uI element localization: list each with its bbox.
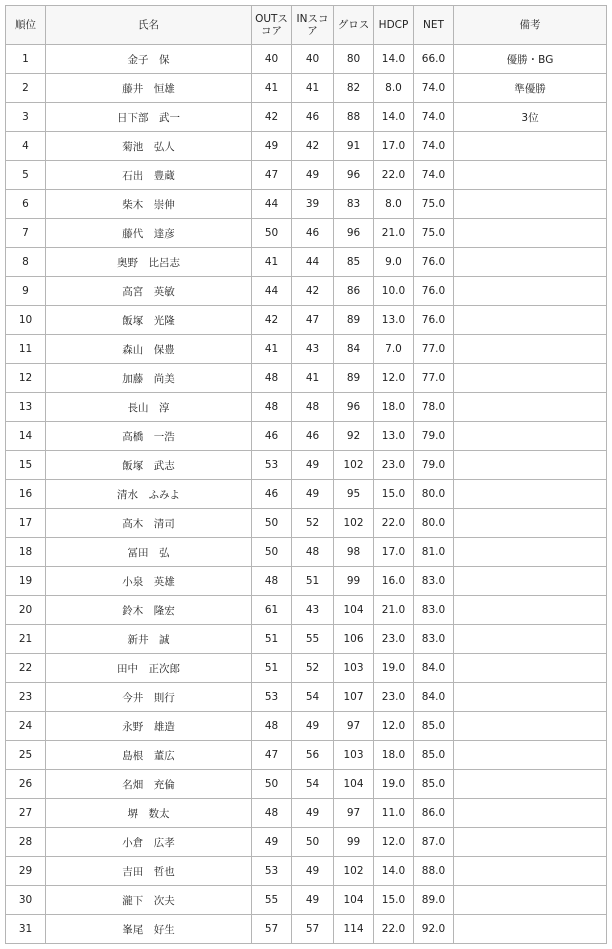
name-cell: 石出 豊蔵 [46, 161, 252, 190]
gross-cell: 99 [334, 828, 374, 857]
rank-cell: 26 [6, 770, 46, 799]
out-score-cell: 48 [252, 712, 292, 741]
name-cell: 小倉 広孝 [46, 828, 252, 857]
remarks-cell [454, 306, 607, 335]
net-cell: 84.0 [414, 654, 454, 683]
in-score-cell: 42 [292, 277, 334, 306]
name-cell: 高橋 一浩 [46, 422, 252, 451]
net-cell: 79.0 [414, 451, 454, 480]
remarks-cell [454, 190, 607, 219]
gross-cell: 96 [334, 161, 374, 190]
hdcp-cell: 11.0 [374, 799, 414, 828]
name-cell: 清水 ふみよ [46, 480, 252, 509]
in-score-cell: 48 [292, 393, 334, 422]
table-body [6, 45, 607, 944]
name-cell: 永野 雄造 [46, 712, 252, 741]
name-cell: 新井 誠 [46, 625, 252, 654]
name-cell: 森山 保豊 [46, 335, 252, 364]
name-cell: 堺 数太 [46, 799, 252, 828]
net-cell: 85.0 [414, 770, 454, 799]
header-row [6, 6, 607, 45]
remarks-cell [454, 509, 607, 538]
in-score-cell: 49 [292, 480, 334, 509]
gross-cell: 96 [334, 219, 374, 248]
rank-cell: 6 [6, 190, 46, 219]
in-score-cell: 48 [292, 538, 334, 567]
hdcp-cell: 21.0 [374, 219, 414, 248]
hdcp-cell: 23.0 [374, 451, 414, 480]
in-score-cell: 52 [292, 509, 334, 538]
out-score-cell: 49 [252, 828, 292, 857]
net-cell: 78.0 [414, 393, 454, 422]
hdcp-cell: 23.0 [374, 625, 414, 654]
remarks-cell [454, 625, 607, 654]
remarks-cell [454, 161, 607, 190]
table-row [6, 741, 607, 770]
rank-cell: 1 [6, 45, 46, 74]
in-score-cell: 55 [292, 625, 334, 654]
hdcp-cell: 14.0 [374, 857, 414, 886]
rank-cell: 18 [6, 538, 46, 567]
name-cell: 菊池 弘人 [46, 132, 252, 161]
out-score-cell: 40 [252, 45, 292, 74]
table-row [6, 857, 607, 886]
gross-cell: 88 [334, 103, 374, 132]
in-score-cell: 43 [292, 596, 334, 625]
net-cell: 85.0 [414, 741, 454, 770]
table-row [6, 828, 607, 857]
table-row [6, 45, 607, 74]
gross-cell: 97 [334, 799, 374, 828]
rank-cell: 27 [6, 799, 46, 828]
net-cell: 83.0 [414, 567, 454, 596]
in-score-cell: 49 [292, 886, 334, 915]
name-cell: 金子 保 [46, 45, 252, 74]
net-cell: 79.0 [414, 422, 454, 451]
name-cell: 田中 正次郎 [46, 654, 252, 683]
hdcp-cell: 12.0 [374, 364, 414, 393]
in-score-cell: 41 [292, 74, 334, 103]
net-cell: 81.0 [414, 538, 454, 567]
name-cell: 柴木 崇伸 [46, 190, 252, 219]
remarks-cell [454, 741, 607, 770]
net-cell: 75.0 [414, 219, 454, 248]
rank-cell: 19 [6, 567, 46, 596]
rank-cell: 2 [6, 74, 46, 103]
table-row [6, 335, 607, 364]
out-score-cell: 42 [252, 103, 292, 132]
net-cell: 74.0 [414, 161, 454, 190]
hdcp-cell: 17.0 [374, 538, 414, 567]
out-score-cell: 48 [252, 567, 292, 596]
table-row [6, 770, 607, 799]
net-cell: 76.0 [414, 306, 454, 335]
in-score-cell: 44 [292, 248, 334, 277]
net-cell: 85.0 [414, 712, 454, 741]
gross-cell: 86 [334, 277, 374, 306]
out-score-cell: 48 [252, 364, 292, 393]
in-score-cell: 41 [292, 364, 334, 393]
remarks-cell [454, 596, 607, 625]
remarks-cell: 準優勝 [454, 74, 607, 103]
name-cell: 鈴木 隆宏 [46, 596, 252, 625]
gross-cell: 92 [334, 422, 374, 451]
rank-cell: 12 [6, 364, 46, 393]
gross-cell: 103 [334, 654, 374, 683]
hdcp-cell: 14.0 [374, 103, 414, 132]
name-cell: 名畑 充倫 [46, 770, 252, 799]
remarks-cell [454, 422, 607, 451]
rank-cell: 3 [6, 103, 46, 132]
net-cell: 77.0 [414, 364, 454, 393]
in-score-cell: 57 [292, 915, 334, 944]
gross-cell: 96 [334, 393, 374, 422]
out-score-cell: 51 [252, 654, 292, 683]
rank-cell: 9 [6, 277, 46, 306]
in-score-cell: 43 [292, 335, 334, 364]
header-gross: グロス [334, 6, 374, 45]
name-cell: 日下部 武一 [46, 103, 252, 132]
remarks-cell [454, 567, 607, 596]
name-cell: 藤井 恒雄 [46, 74, 252, 103]
gross-cell: 102 [334, 451, 374, 480]
name-cell: 藤代 達彦 [46, 219, 252, 248]
hdcp-cell: 9.0 [374, 248, 414, 277]
remarks-cell [454, 799, 607, 828]
in-score-cell: 47 [292, 306, 334, 335]
in-score-cell: 49 [292, 161, 334, 190]
gross-cell: 89 [334, 364, 374, 393]
hdcp-cell: 8.0 [374, 190, 414, 219]
out-score-cell: 41 [252, 335, 292, 364]
rank-cell: 7 [6, 219, 46, 248]
hdcp-cell: 21.0 [374, 596, 414, 625]
net-cell: 76.0 [414, 277, 454, 306]
gross-cell: 95 [334, 480, 374, 509]
out-score-cell: 48 [252, 393, 292, 422]
hdcp-cell: 18.0 [374, 393, 414, 422]
gross-cell: 106 [334, 625, 374, 654]
name-cell: 瀧下 次夫 [46, 886, 252, 915]
in-score-cell: 49 [292, 799, 334, 828]
table-row [6, 799, 607, 828]
rank-cell: 11 [6, 335, 46, 364]
table-row [6, 538, 607, 567]
remarks-cell [454, 538, 607, 567]
in-score-cell: 52 [292, 654, 334, 683]
name-cell: 吉田 哲也 [46, 857, 252, 886]
out-score-cell: 46 [252, 480, 292, 509]
rank-cell: 31 [6, 915, 46, 944]
name-cell: 冨田 弘 [46, 538, 252, 567]
in-score-cell: 46 [292, 422, 334, 451]
remarks-cell [454, 712, 607, 741]
hdcp-cell: 22.0 [374, 509, 414, 538]
name-cell: 高宮 英敏 [46, 277, 252, 306]
table-row [6, 451, 607, 480]
remarks-cell [454, 335, 607, 364]
table-row [6, 596, 607, 625]
rank-cell: 4 [6, 132, 46, 161]
gross-cell: 97 [334, 712, 374, 741]
out-score-cell: 42 [252, 306, 292, 335]
gross-cell: 104 [334, 770, 374, 799]
out-score-cell: 48 [252, 799, 292, 828]
out-score-cell: 50 [252, 538, 292, 567]
header-net: NET [414, 6, 454, 45]
net-cell: 87.0 [414, 828, 454, 857]
table-row [6, 567, 607, 596]
rank-cell: 15 [6, 451, 46, 480]
table-row [6, 712, 607, 741]
gross-cell: 89 [334, 306, 374, 335]
rank-cell: 16 [6, 480, 46, 509]
table-row [6, 219, 607, 248]
table-row [6, 190, 607, 219]
rank-cell: 20 [6, 596, 46, 625]
table-row [6, 886, 607, 915]
gross-cell: 98 [334, 538, 374, 567]
rank-cell: 23 [6, 683, 46, 712]
hdcp-cell: 10.0 [374, 277, 414, 306]
table-row [6, 277, 607, 306]
net-cell: 88.0 [414, 857, 454, 886]
out-score-cell: 53 [252, 857, 292, 886]
gross-cell: 82 [334, 74, 374, 103]
out-score-cell: 51 [252, 625, 292, 654]
remarks-cell [454, 828, 607, 857]
remarks-cell [454, 915, 607, 944]
table-row [6, 132, 607, 161]
hdcp-cell: 7.0 [374, 335, 414, 364]
hdcp-cell: 18.0 [374, 741, 414, 770]
out-score-cell: 53 [252, 683, 292, 712]
rank-cell: 29 [6, 857, 46, 886]
gross-cell: 102 [334, 857, 374, 886]
remarks-cell [454, 248, 607, 277]
net-cell: 83.0 [414, 625, 454, 654]
remarks-cell [454, 277, 607, 306]
net-cell: 92.0 [414, 915, 454, 944]
header-rank: 順位 [6, 6, 46, 45]
rank-cell: 8 [6, 248, 46, 277]
net-cell: 89.0 [414, 886, 454, 915]
out-score-cell: 53 [252, 451, 292, 480]
hdcp-cell: 13.0 [374, 422, 414, 451]
header-remarks: 備考 [454, 6, 607, 45]
remarks-cell [454, 654, 607, 683]
in-score-cell: 54 [292, 770, 334, 799]
rank-cell: 25 [6, 741, 46, 770]
net-cell: 83.0 [414, 596, 454, 625]
out-score-cell: 49 [252, 132, 292, 161]
net-cell: 86.0 [414, 799, 454, 828]
net-cell: 74.0 [414, 132, 454, 161]
table-row [6, 422, 607, 451]
header-out-score: OUTスコア [252, 6, 292, 45]
out-score-cell: 61 [252, 596, 292, 625]
out-score-cell: 50 [252, 770, 292, 799]
rank-cell: 22 [6, 654, 46, 683]
in-score-cell: 46 [292, 103, 334, 132]
header-in-score: INスコア [292, 6, 334, 45]
out-score-cell: 46 [252, 422, 292, 451]
rank-cell: 17 [6, 509, 46, 538]
table-row [6, 248, 607, 277]
remarks-cell [454, 393, 607, 422]
net-cell: 75.0 [414, 190, 454, 219]
gross-cell: 91 [334, 132, 374, 161]
results-table [5, 5, 607, 944]
net-cell: 80.0 [414, 509, 454, 538]
remarks-cell [454, 480, 607, 509]
table-row [6, 625, 607, 654]
rank-cell: 10 [6, 306, 46, 335]
rank-cell: 14 [6, 422, 46, 451]
name-cell: 高木 清司 [46, 509, 252, 538]
name-cell: 長山 淳 [46, 393, 252, 422]
table-row [6, 306, 607, 335]
table-row [6, 654, 607, 683]
table-row [6, 509, 607, 538]
table-row [6, 103, 607, 132]
in-score-cell: 51 [292, 567, 334, 596]
gross-cell: 107 [334, 683, 374, 712]
table-row [6, 480, 607, 509]
hdcp-cell: 15.0 [374, 480, 414, 509]
name-cell: 島根 董広 [46, 741, 252, 770]
table-row [6, 915, 607, 944]
remarks-cell [454, 451, 607, 480]
name-cell: 小泉 英雄 [46, 567, 252, 596]
in-score-cell: 56 [292, 741, 334, 770]
remarks-cell [454, 132, 607, 161]
remarks-cell [454, 219, 607, 248]
net-cell: 84.0 [414, 683, 454, 712]
rank-cell: 5 [6, 161, 46, 190]
gross-cell: 104 [334, 596, 374, 625]
out-score-cell: 55 [252, 886, 292, 915]
remarks-cell: 3位 [454, 103, 607, 132]
in-score-cell: 54 [292, 683, 334, 712]
net-cell: 74.0 [414, 74, 454, 103]
rank-cell: 24 [6, 712, 46, 741]
remarks-cell [454, 857, 607, 886]
gross-cell: 84 [334, 335, 374, 364]
rank-cell: 21 [6, 625, 46, 654]
hdcp-cell: 23.0 [374, 683, 414, 712]
gross-cell: 83 [334, 190, 374, 219]
hdcp-cell: 15.0 [374, 886, 414, 915]
net-cell: 80.0 [414, 480, 454, 509]
name-cell: 峯尾 好生 [46, 915, 252, 944]
gross-cell: 114 [334, 915, 374, 944]
gross-cell: 103 [334, 741, 374, 770]
name-cell: 飯塚 光隆 [46, 306, 252, 335]
remarks-cell [454, 364, 607, 393]
hdcp-cell: 17.0 [374, 132, 414, 161]
name-cell: 飯塚 武志 [46, 451, 252, 480]
gross-cell: 104 [334, 886, 374, 915]
out-score-cell: 47 [252, 161, 292, 190]
in-score-cell: 50 [292, 828, 334, 857]
table-row [6, 161, 607, 190]
gross-cell: 85 [334, 248, 374, 277]
hdcp-cell: 12.0 [374, 712, 414, 741]
in-score-cell: 46 [292, 219, 334, 248]
net-cell: 74.0 [414, 103, 454, 132]
hdcp-cell: 8.0 [374, 74, 414, 103]
hdcp-cell: 22.0 [374, 915, 414, 944]
name-cell: 今井 則行 [46, 683, 252, 712]
in-score-cell: 49 [292, 451, 334, 480]
header-name: 氏名 [46, 6, 252, 45]
net-cell: 76.0 [414, 248, 454, 277]
in-score-cell: 42 [292, 132, 334, 161]
net-cell: 66.0 [414, 45, 454, 74]
remarks-cell: 優勝・BG [454, 45, 607, 74]
header-hdcp: HDCP [374, 6, 414, 45]
table-row [6, 364, 607, 393]
hdcp-cell: 22.0 [374, 161, 414, 190]
gross-cell: 99 [334, 567, 374, 596]
name-cell: 加藤 尚美 [46, 364, 252, 393]
net-cell: 77.0 [414, 335, 454, 364]
hdcp-cell: 13.0 [374, 306, 414, 335]
in-score-cell: 49 [292, 857, 334, 886]
gross-cell: 102 [334, 509, 374, 538]
hdcp-cell: 19.0 [374, 770, 414, 799]
hdcp-cell: 16.0 [374, 567, 414, 596]
rank-cell: 28 [6, 828, 46, 857]
remarks-cell [454, 886, 607, 915]
out-score-cell: 47 [252, 741, 292, 770]
remarks-cell [454, 683, 607, 712]
in-score-cell: 49 [292, 712, 334, 741]
out-score-cell: 41 [252, 248, 292, 277]
hdcp-cell: 14.0 [374, 45, 414, 74]
gross-cell: 80 [334, 45, 374, 74]
remarks-cell [454, 770, 607, 799]
table-row [6, 74, 607, 103]
out-score-cell: 50 [252, 219, 292, 248]
out-score-cell: 44 [252, 277, 292, 306]
table-row [6, 393, 607, 422]
rank-cell: 30 [6, 886, 46, 915]
in-score-cell: 40 [292, 45, 334, 74]
in-score-cell: 39 [292, 190, 334, 219]
table-row [6, 683, 607, 712]
hdcp-cell: 12.0 [374, 828, 414, 857]
out-score-cell: 50 [252, 509, 292, 538]
out-score-cell: 41 [252, 74, 292, 103]
rank-cell: 13 [6, 393, 46, 422]
out-score-cell: 44 [252, 190, 292, 219]
name-cell: 奥野 比呂志 [46, 248, 252, 277]
out-score-cell: 57 [252, 915, 292, 944]
hdcp-cell: 19.0 [374, 654, 414, 683]
